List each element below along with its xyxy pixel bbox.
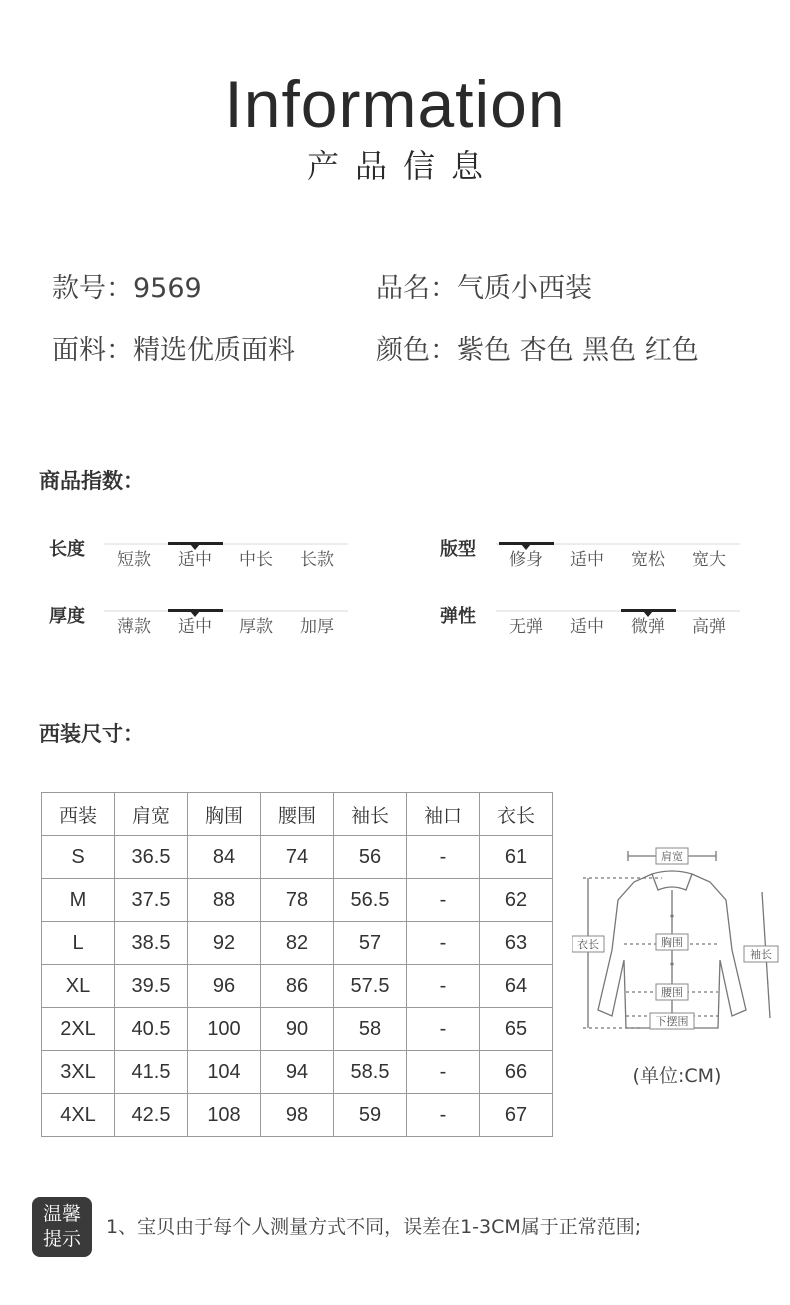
rating-option: 微弹 (631, 617, 665, 637)
table-cell: 4XL (42, 1094, 115, 1137)
table-cell: 36.5 (115, 836, 188, 879)
rating-label: 长度 (49, 539, 85, 560)
table-cell: 67 (480, 1094, 553, 1137)
label-chest: 胸围 (661, 936, 683, 949)
label-waist: 腰围 (661, 986, 683, 999)
table-cell: 2XL (42, 1008, 115, 1051)
table-row (42, 1051, 553, 1094)
table-cell: 42.5 (115, 1094, 188, 1137)
table-cell: - (407, 1051, 480, 1094)
rating-option: 适中 (178, 617, 212, 637)
table-row (42, 1008, 553, 1051)
shirt-collar (652, 871, 692, 890)
table-cell: 66 (480, 1051, 553, 1094)
rating-option: 长款 (300, 550, 334, 570)
page-subtitle: 产品信息 (306, 147, 499, 185)
table-cell: 92 (188, 922, 261, 965)
unit-note: (单位:CM) (632, 1065, 722, 1087)
style-number: 款号：9569 (52, 273, 202, 304)
index-heading: 商品指数： (39, 469, 144, 493)
table-cell: 108 (188, 1094, 261, 1137)
rating-track (104, 543, 348, 545)
table-row (42, 1094, 553, 1137)
rating-option: 适中 (570, 550, 604, 570)
table-cell: 90 (261, 1008, 334, 1051)
label-sleeve: 袖长 (750, 948, 772, 961)
column-header: 肩宽 (115, 793, 188, 836)
table-cell: 37.5 (115, 879, 188, 922)
table-cell: 64 (480, 965, 553, 1008)
label-length: 衣长 (577, 938, 599, 951)
table-cell: 98 (261, 1094, 334, 1137)
rating-option: 宽大 (692, 550, 726, 570)
table-cell: 57 (334, 922, 407, 965)
table-cell: - (407, 1008, 480, 1051)
garment-measure-diagram (572, 840, 782, 1036)
table-cell: 74 (261, 836, 334, 879)
tip-text: 1、宝贝由于每个人测量方式不同，误差在1-3CM属于正常范围; (106, 1216, 642, 1238)
column-header: 袖长 (334, 793, 407, 836)
table-cell: 86 (261, 965, 334, 1008)
column-header: 袖口 (407, 793, 480, 836)
table-cell: 94 (261, 1051, 334, 1094)
table-row (42, 922, 553, 965)
column-header: 胸围 (188, 793, 261, 836)
table-row (42, 879, 553, 922)
rating-option: 无弹 (509, 617, 543, 637)
rating-track (496, 610, 740, 612)
table-row (42, 965, 553, 1008)
table-cell: - (407, 1094, 480, 1137)
table-cell: 3XL (42, 1051, 115, 1094)
table-cell: 96 (188, 965, 261, 1008)
table-cell: 56 (334, 836, 407, 879)
rating-option: 适中 (570, 617, 604, 637)
page-title: Information (224, 67, 566, 141)
rating-option: 高弹 (692, 617, 726, 637)
product-name: 品名：气质小西装 (376, 273, 592, 304)
table-cell: M (42, 879, 115, 922)
table-cell: S (42, 836, 115, 879)
size-table (41, 792, 553, 1137)
table-cell: XL (42, 965, 115, 1008)
table-cell: 39.5 (115, 965, 188, 1008)
table-cell: 58.5 (334, 1051, 407, 1094)
rating-option: 中长 (239, 550, 273, 570)
rating-option: 薄款 (117, 617, 151, 637)
table-cell: 104 (188, 1051, 261, 1094)
table-row (42, 836, 553, 879)
rating-option: 适中 (178, 550, 212, 570)
table-cell: L (42, 922, 115, 965)
table-cell: 82 (261, 922, 334, 965)
table-header-row (42, 793, 553, 836)
table-cell: - (407, 836, 480, 879)
table-cell: 40.5 (115, 1008, 188, 1051)
rating-option: 加厚 (300, 617, 334, 637)
rating-option: 厚款 (239, 617, 273, 637)
rating-option: 短款 (117, 550, 151, 570)
table-cell: 41.5 (115, 1051, 188, 1094)
table-cell: - (407, 879, 480, 922)
table-cell: 63 (480, 922, 553, 965)
table-cell: 100 (188, 1008, 261, 1051)
column-header: 腰围 (261, 793, 334, 836)
fabric-info: 面料：精选优质面料 (52, 335, 295, 366)
table-cell: 57.5 (334, 965, 407, 1008)
tip-badge-label: 温馨提示 (42, 1203, 81, 1250)
table-cell: 65 (480, 1008, 553, 1051)
rating-track (104, 610, 348, 612)
size-heading: 西装尺寸： (39, 722, 144, 746)
rating-label: 弹性 (440, 606, 476, 627)
table-cell: 61 (480, 836, 553, 879)
rating-option: 修身 (509, 550, 543, 570)
rating-label: 版型 (440, 539, 476, 560)
color-options: 颜色：紫色 杏色 黑色 红色 (376, 335, 699, 366)
table-cell: 56.5 (334, 879, 407, 922)
table-cell: 84 (188, 836, 261, 879)
column-header: 西装 (42, 793, 115, 836)
table-cell: - (407, 965, 480, 1008)
table-cell: 88 (188, 879, 261, 922)
label-hem: 下摆围 (655, 1015, 689, 1028)
table-cell: 78 (261, 879, 334, 922)
column-header: 衣长 (480, 793, 553, 836)
table-cell: 62 (480, 879, 553, 922)
label-shoulder: 肩宽 (661, 850, 683, 863)
table-cell: 38.5 (115, 922, 188, 965)
tip-badge (32, 1197, 92, 1257)
rating-label: 厚度 (49, 606, 85, 627)
table-cell: 58 (334, 1008, 407, 1051)
table-cell: - (407, 922, 480, 965)
rating-option: 宽松 (631, 550, 665, 570)
table-cell: 59 (334, 1094, 407, 1137)
